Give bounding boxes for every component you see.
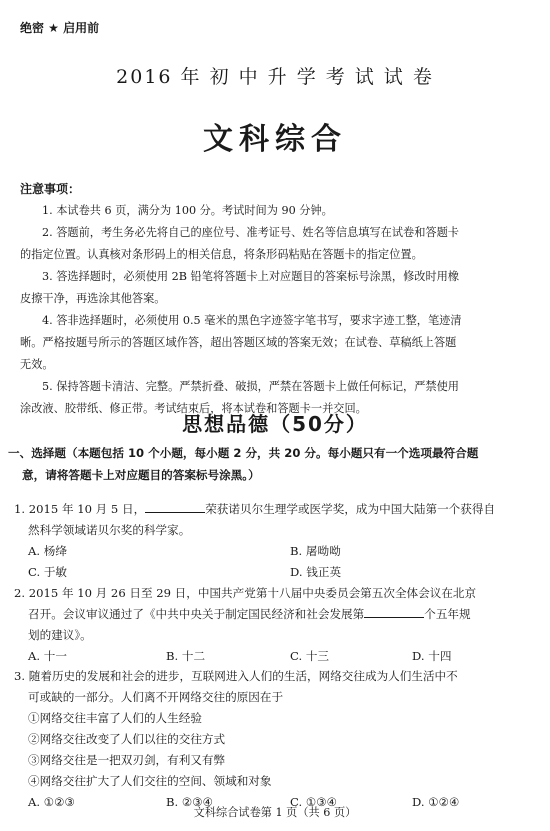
question-number: 1. (14, 502, 26, 516)
notice-item-3-cont: 皮擦干净，再选涂其他答案。 (20, 292, 166, 305)
option-d: D. 钱正英 (290, 565, 342, 579)
page-footer: 文科综合试卷第 1 页（共 6 页） (193, 806, 357, 819)
answer-blank (145, 500, 205, 513)
question-1-stem-start: 2015 年 10 月 5 日， (28, 502, 146, 516)
question-2 (14, 583, 542, 667)
question-1-options-row-1 (14, 541, 542, 562)
notice-item-1: 1. 本试卷共 6 页，满分为 100 分。考试时间为 90 分钟。 (42, 204, 333, 217)
option-a: A. 杨绛 (28, 544, 67, 558)
statement-1: ①网络交往丰富了人们的人生经验 (28, 711, 202, 725)
notice-list (20, 200, 534, 420)
answer-blank (364, 605, 424, 618)
part-heading (8, 442, 542, 486)
notice-item-4-cont: 晰。严格按题号所示的答题区域作答，超出答题区域的答案无效；在试卷、草稿纸上答题 (20, 336, 457, 349)
question-1-options-row-2 (14, 562, 542, 583)
question-1 (14, 499, 542, 583)
option-b: B. 屠呦呦 (290, 544, 341, 558)
question-2-stem-line-3: 划的建议》。 (28, 628, 92, 642)
question-2-stem-line-2-start: 召开。会议审议通过了《中共中央关于制定国民经济和社会发展第 (28, 607, 365, 621)
question-3-stem-line-2: 可或缺的一部分。人们离不开网络交往的原因在于 (28, 690, 284, 704)
statement-4: ④网络交往扩大了人们交往的空间、领域和对象 (28, 774, 272, 788)
section-title: 思想品德（50分） (182, 412, 368, 436)
question-3-stem (14, 666, 542, 687)
question-number: 2. (14, 586, 26, 600)
option-a: A. 十一 (28, 649, 67, 663)
exam-title: 2016 年 初 中 升 学 考 试 试 卷 (116, 66, 434, 88)
notice-heading: 注意事项： (20, 182, 81, 196)
confidential-label: 绝密 ★ 启用前 (20, 21, 100, 35)
question-2-options (14, 646, 542, 667)
question-2-stem-line-1: 2015 年 10 月 26 日至 29 日，中国共产党第十八届中央委员会第五次全体会议在北京 (28, 586, 477, 600)
notice-item-2: 2. 答题前，考生务必先将自己的座位号、准考证号、姓名等信息填写在试卷和答题卡 (42, 226, 459, 239)
option-b: B. ②③④ (166, 795, 214, 809)
notice-item-4-cont2: 无效。 (20, 358, 54, 371)
question-2-stem (14, 583, 542, 604)
notice-item-5-cont: 涂改液、胶带纸、修正带。考试结束后，将本试卷和答题卡一并交回。 (20, 402, 367, 415)
question-1-stem-cont: 然科学领域诺贝尔奖的科学家。 (28, 523, 191, 537)
notice-item-5: 5. 保持答题卡清洁、完整。严禁折叠、破损，严禁在答题卡上做任何标记，严禁使用 (42, 380, 459, 393)
question-2-stem-line-2-end: 个五年规 (424, 607, 471, 621)
statement-2: ②网络交往改变了人们以往的交往方式 (28, 732, 226, 746)
option-c: C. 于敏 (28, 565, 68, 579)
notice-item-4: 4. 答非选择题时，必须使用 0.5 毫米的黑色字迹签字笔书写，要求字迹工整，笔迹清 (42, 314, 462, 327)
question-number: 3. (14, 669, 26, 683)
notice-item-2-cont: 的指定位置。认真核对条形码上的相关信息，将条形码粘贴在答题卡的指定位置。 (20, 248, 423, 261)
question-2-stem-line-2 (14, 604, 542, 625)
option-d: D. 十四 (412, 649, 452, 663)
option-c: C. 十三 (290, 649, 330, 663)
question-1-stem-end: 荣获诺贝尔生理学或医学奖，成为中国大陆第一个获得自 (205, 502, 496, 516)
part-heading-line-1: 一、选择题（本题包括 10 个小题，每小题 2 分，共 20 分。每小题只有一个选项最符合题 (8, 446, 479, 460)
option-d: D. ①②④ (412, 795, 460, 809)
statement-3: ③网络交往是一把双刃剑，有利又有弊 (28, 753, 226, 767)
option-a: A. ①②③ (28, 795, 75, 809)
part-heading-line-2: 意，请将答题卡上对应题目的答案标号涂黑。） (22, 468, 260, 482)
subject-title: 文科综合 (203, 122, 347, 157)
option-b: B. 十二 (166, 649, 206, 663)
option-c: C. ①③④ (290, 795, 338, 809)
question-3-stem-line-1: 随着历史的发展和社会的进步，互联网进入人们的生活，网络交往成为人们生活中不 (28, 669, 458, 683)
question-3 (14, 666, 542, 813)
question-1-stem (14, 499, 542, 520)
notice-item-3: 3. 答选择题时，必须使用 2B 铅笔将答题卡上对应题目的答案标号涂黑，修改时用橡 (42, 270, 460, 283)
